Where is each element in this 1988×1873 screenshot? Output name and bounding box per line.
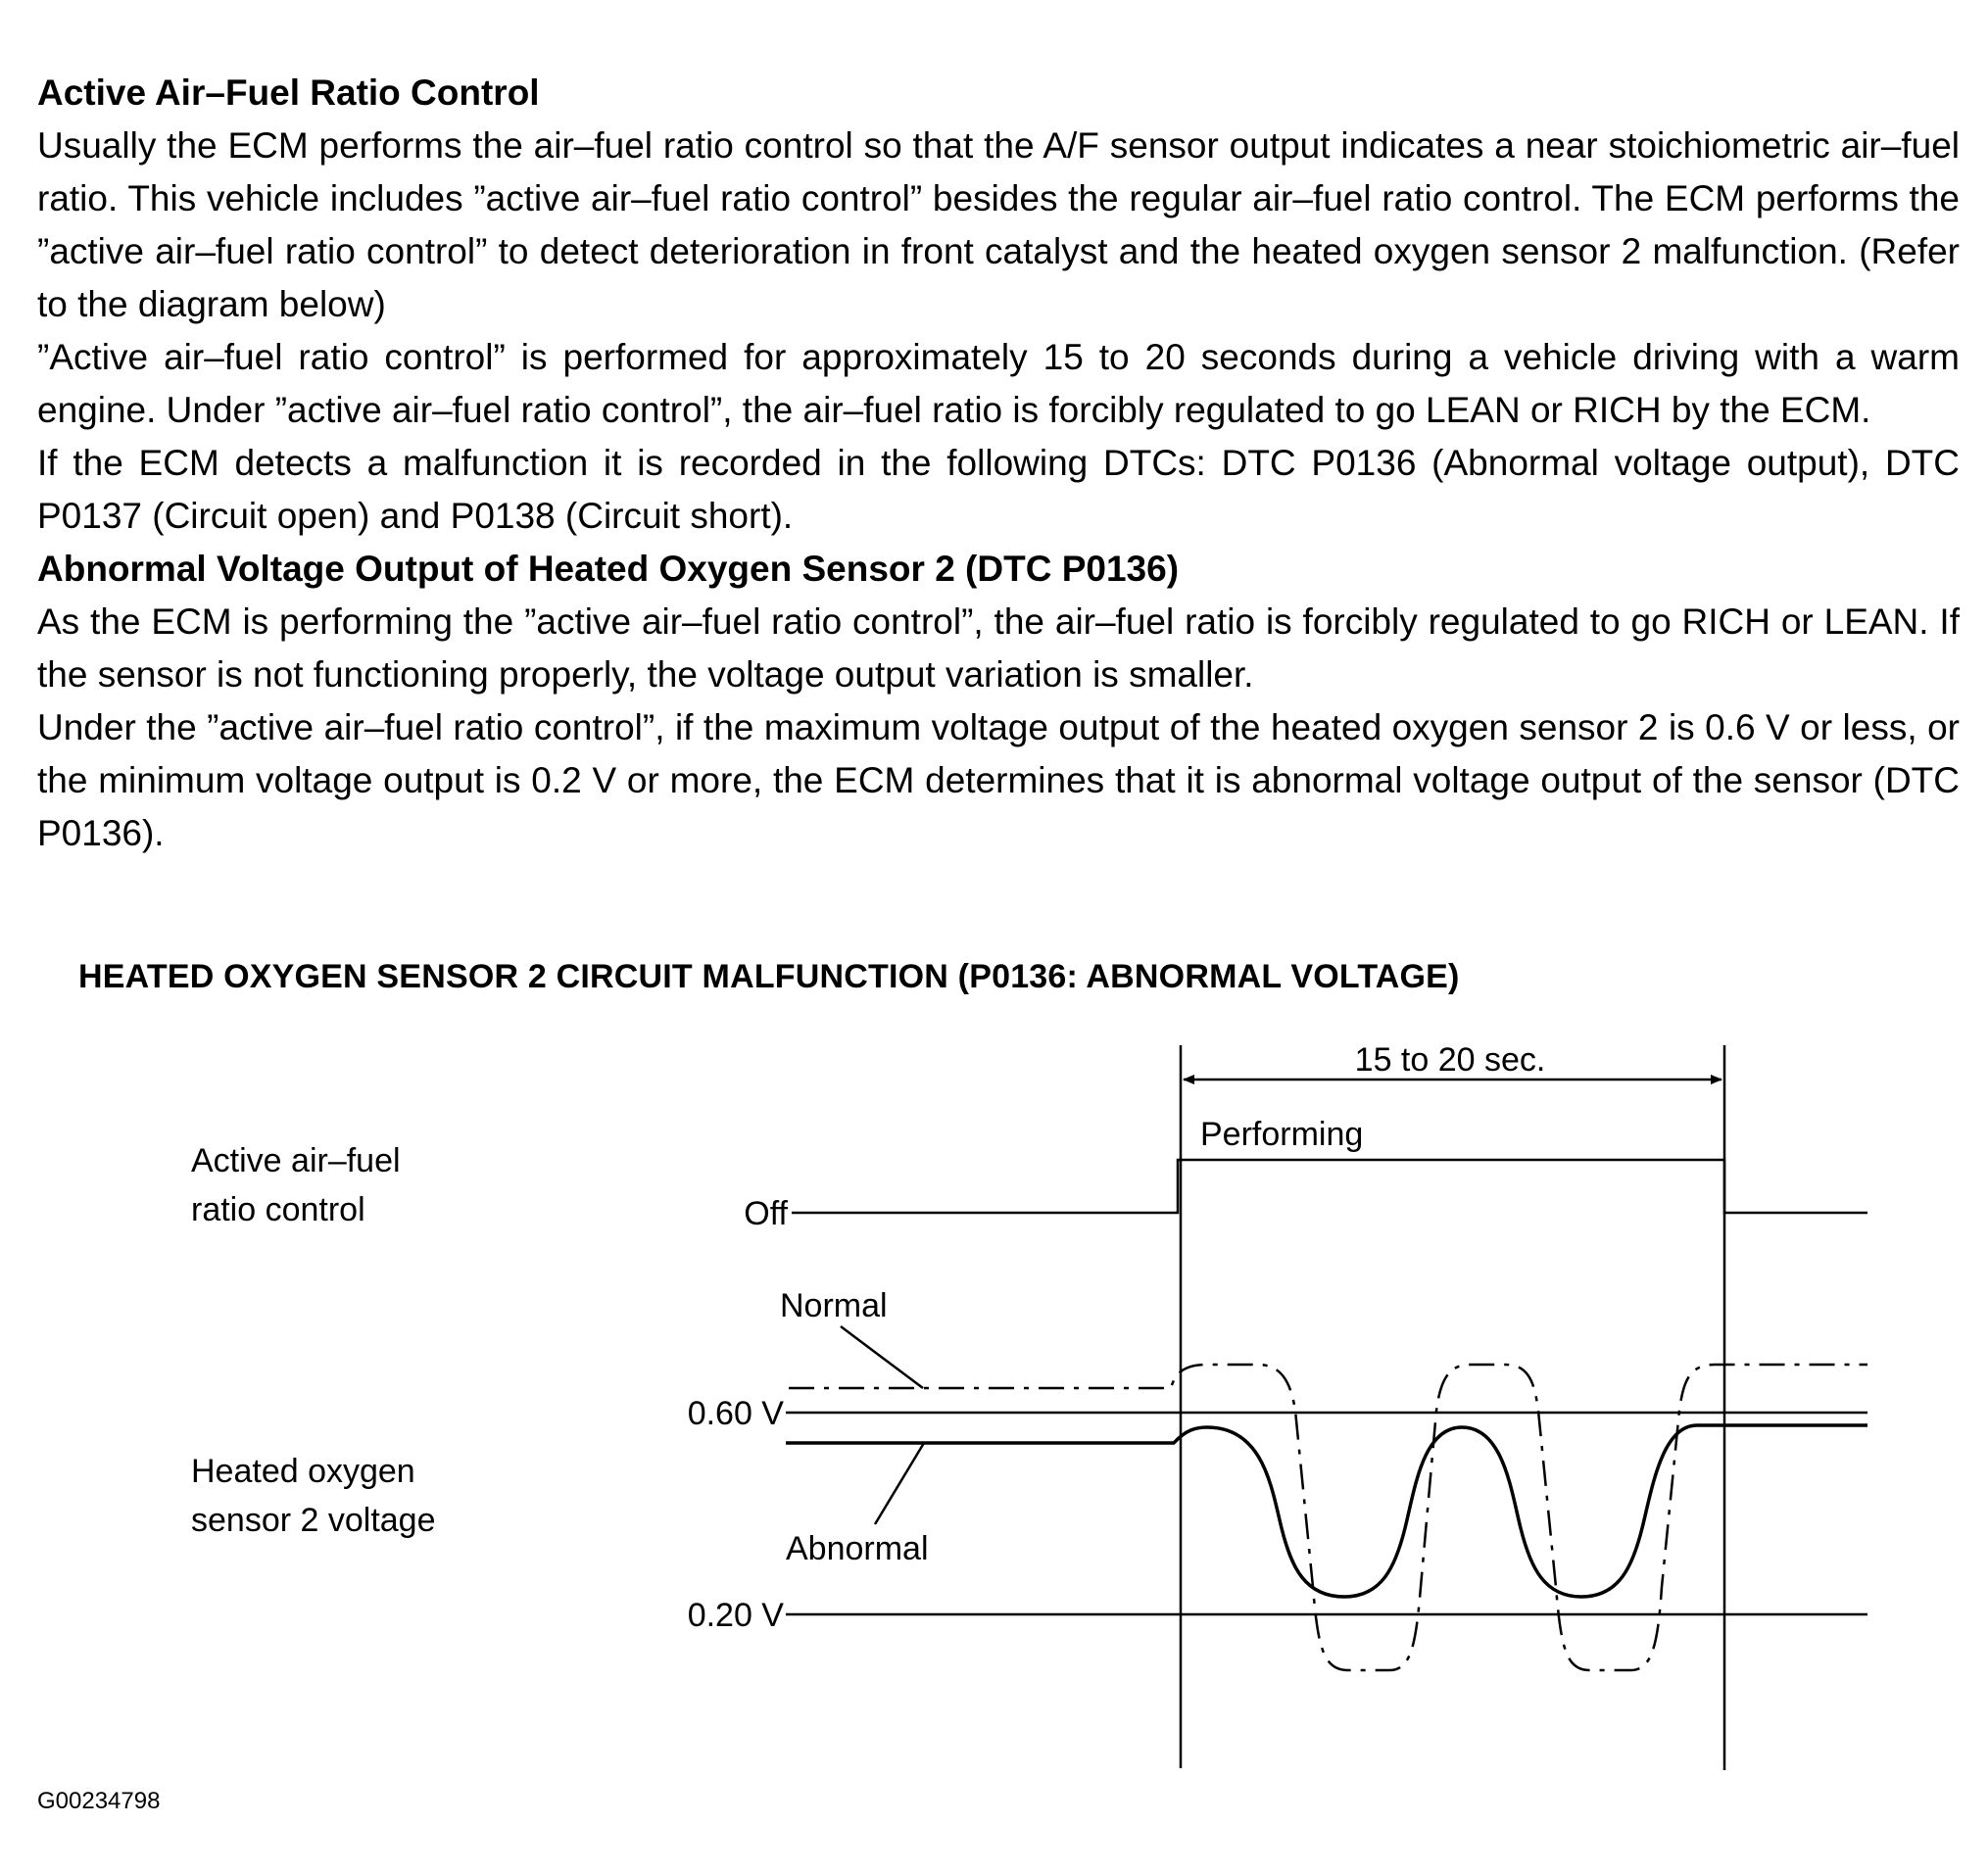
figure-reference-code: G00234798 bbox=[37, 1788, 161, 1814]
performing-label: Performing bbox=[1200, 1116, 1364, 1153]
timing-diagram bbox=[0, 1019, 1988, 1802]
abnormal-signal-trace bbox=[786, 1425, 1867, 1597]
control-label-line2: ratio control bbox=[191, 1191, 365, 1228]
paragraph-afr-intro: Usually the ECM performs the air–fuel ratio control so that the A/F sensor output indicates a near stoichiometric air–fuel ratio. This vehicle includes ”active air–fuel ratio control” besides the regular air–fuel ratio control. The ECM performs the ”active air–fuel ratio control” to detect deterioration in front catalyst and the heated oxygen sensor 2 malfunction. (Refer to the diagram below) bbox=[37, 125, 1960, 324]
control-label-line1: Active air–fuel bbox=[191, 1142, 401, 1179]
abnormal-label: Abnormal bbox=[786, 1530, 929, 1567]
duration-label: 15 to 20 sec. bbox=[1354, 1041, 1546, 1079]
section-heading-active-afr: Active Air–Fuel Ratio Control bbox=[37, 72, 540, 113]
off-label: Off bbox=[744, 1195, 788, 1232]
threshold-060-label: 0.60 V bbox=[687, 1395, 784, 1432]
normal-leader-line bbox=[841, 1326, 923, 1388]
paragraph-afr-dtcs: If the ECM detects a malfunction it is recorded in the following DTCs: DTC P0136 (Abnormal voltage output), DTC P0137 (Circuit open) and P0138 (Circuit short). bbox=[37, 443, 1960, 536]
diagram-title: HEATED OXYGEN SENSOR 2 CIRCUIT MALFUNCTION (P0136: ABNORMAL VOLTAGE) bbox=[78, 958, 1460, 995]
control-pulse-line bbox=[792, 1160, 1867, 1213]
sensor-label-line2: sensor 2 voltage bbox=[191, 1502, 436, 1539]
sensor-label-line1: Heated oxygen bbox=[191, 1453, 415, 1490]
paragraph-p0136-variation: As the ECM is performing the ”active air–fuel ratio control”, the air–fuel ratio is forcibly regulated to go RICH or LEAN. If the sensor is not functioning properly, the voltage output variation is smaller. bbox=[37, 601, 1960, 695]
abnormal-leader-line bbox=[875, 1443, 924, 1524]
normal-label: Normal bbox=[780, 1287, 888, 1324]
section-heading-p0136: Abnormal Voltage Output of Heated Oxygen Sensor 2 (DTC P0136) bbox=[37, 549, 1180, 589]
paragraph-afr-duration: ”Active air–fuel ratio control” is performed for approximately 15 to 20 seconds during a vehicle driving with a warm engine. Under ”active air–fuel ratio control”, the air–fuel ratio is forcibly regulated to go LEAN or RICH by the ECM. bbox=[37, 337, 1960, 430]
threshold-020-label: 0.20 V bbox=[687, 1597, 784, 1634]
document-body bbox=[37, 67, 1960, 860]
paragraph-p0136-criteria: Under the ”active air–fuel ratio control”, if the maximum voltage output of the heated oxygen sensor 2 is 0.6 V or less, or the minimum voltage output is 0.2 V or more, the ECM determines that it is abnormal voltage output of the sensor (DTC P0136). bbox=[37, 707, 1960, 853]
normal-signal-trace bbox=[789, 1365, 1867, 1670]
